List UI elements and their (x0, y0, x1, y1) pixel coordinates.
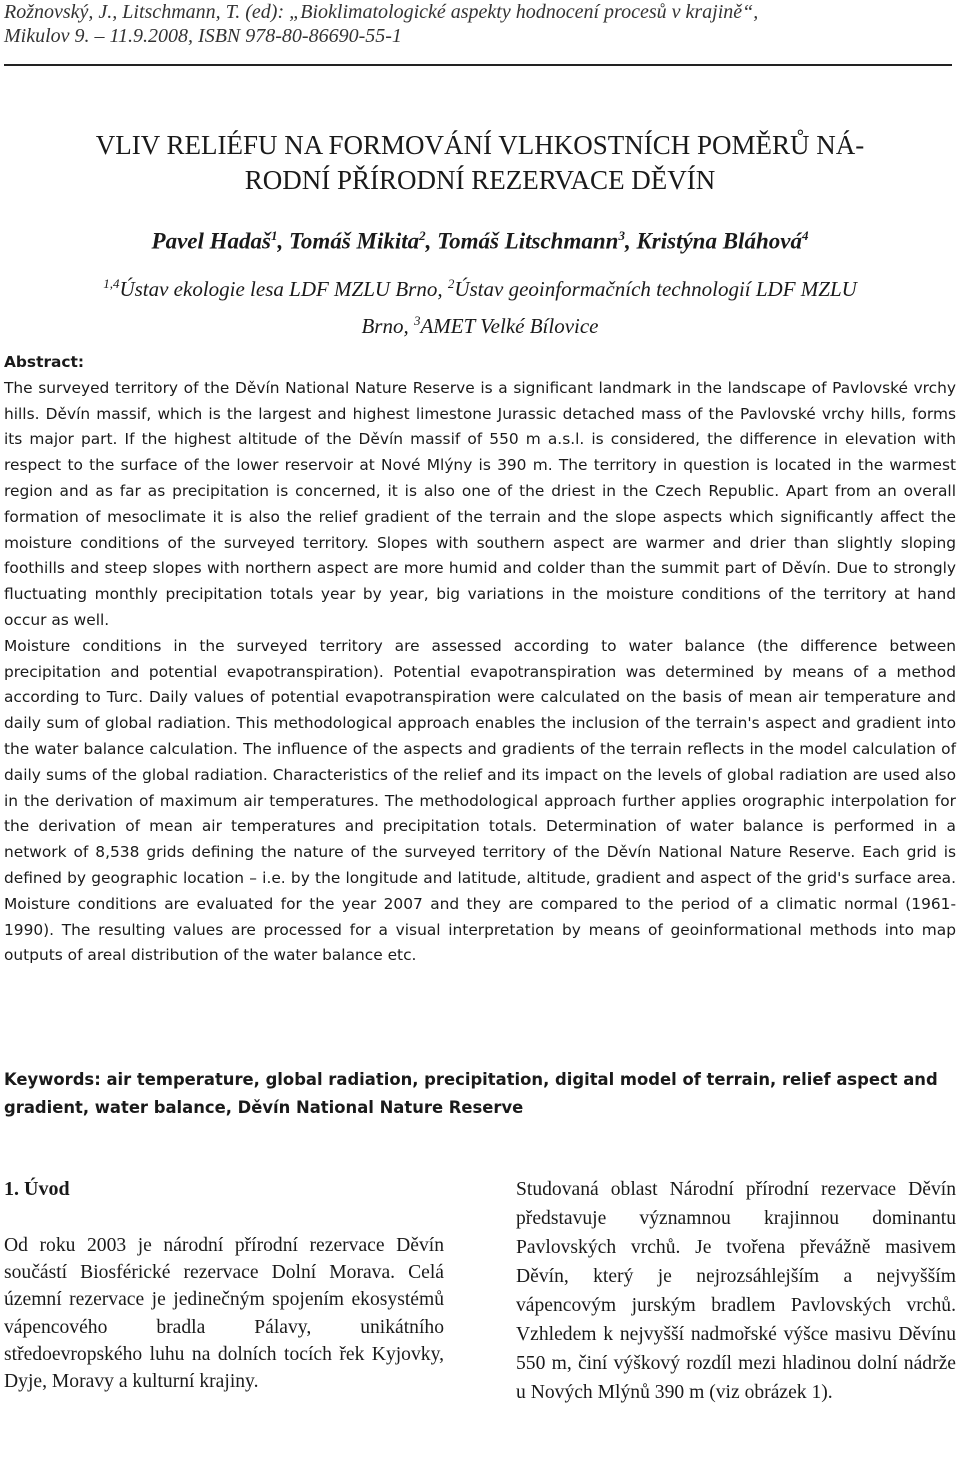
citation-line-1: Rožnovský, J., Litschmann, T. (ed): „Bioklimatologické aspekty hodnocení procesů v krajině“, (4, 1, 759, 23)
author-separator: , (624, 228, 637, 254)
right-paragraph: Studovaná oblast Národní přírodní rezervace Děvín představuje významnou krajinnou dominantu Pavlovských vrchů. Je tvořena převážně masivem Děvín, který je nejrozsáhlejším a nejvyšším vápencovým jurským bradlem Pavlovských vrchů. Vzhledem k nejvyšší nadmořské výšce masivu Děvínu 550 m, činí výškový rozdíl mezi hladinou dolní nádrže u Nových Mlýnů 390 m (viz obrázek 1). (516, 1179, 956, 1403)
affiliation-text: AMET Velké Bílovice (420, 314, 599, 338)
abstract-paragraph-1: The surveyed territory of the Děvín National Nature Reserve is a significant landmark in the landscape of Pavlovské vrchy hills. Děvín massif, which is the largest and highest limestone Jurassic detached mass of the Pavlovské vrchy hills, forms its major part. If the highest altitude of the Děvín massif of 550 m a.s.l. is considered, the difference in elevation with respect to the surface of the lower reservoir at Nové Mlýny is 390 m. The territory in question is located in the warmest region and as far as precipitation is concerned, it is also one of the driest in the Czech Republic. Apart from an overall formation of mesoclimate it is also the relief gradient of the terrain and the slope aspects which significantly affect the moisture conditions of the surveyed territory. Slopes with southern aspect are warmer and drier than slightly sloping foothills and steep slopes with northern aspect are more humid and colder than the summit part of Děvín. Due to strongly fluctuating monthly precipitation totals year by year, big variations in the moisture conditions of the territory at hand occur as well. (4, 378, 956, 629)
author-name: Kristýna Bláhová (636, 228, 802, 254)
author-affiliation-mark: 4 (801, 228, 809, 243)
affiliation-mark: 3 (413, 313, 421, 328)
left-column (4, 1176, 444, 1395)
affiliation-mark: 2 (447, 276, 455, 291)
title-line-1: VLIV RELIÉFU NA FORMOVÁNÍ VLHKOSTNÍCH POMĚRŮ NÁ- (95, 130, 865, 160)
right-column (516, 1175, 956, 1407)
header-rule (4, 64, 952, 66)
author-separator: , (277, 228, 289, 254)
citation-line-2: Mikulov 9. – 11.9.2008, ISBN 978-80-86690-55-1 (4, 25, 402, 47)
citation-header (4, 0, 952, 48)
abstract-paragraph-2: Moisture conditions in the surveyed territory are assessed according to water balance (the difference between precipitation and potential evapotranspiration). Potential evapotranspiration was determined by means of a method according to Turc. Daily values of potential evapotranspiration were calculated on the basis of mean air temperature and daily sum of global radiation. This methodological approach enables the inclusion of the terrain's aspect and gradient into the water balance calculation. The influence of the aspects and gradients of the terrain reflects in the model calculation of daily sums of the global radiation. Characteristics of the relief and its impact on the levels of global radiation are used also in the derivation of maximum air temperatures. The methodological approach further applies orographic interpolation for the derivation of mean air temperatures and precipitation totals. Determination of water balance is performed in a network of 8,538 grids defining the nature of the surveyed territory of the Děvín National Nature Reserve. Each grid is defined by geographic location – i.e. by the longitude and latitude, altitude, gradient and aspect of the grid's surface area. Moisture conditions are evaluated for the year 2007 and they are compared to the period of a climatic normal (1961-1990). The resulting values are processed for a visual interpretation by means of geoinformational methods into map outputs of areal distribution of the water balance etc. (4, 636, 956, 965)
abstract-section (4, 350, 956, 969)
affiliation-text: Ústav geoinformačních technologií LDF MZLU (454, 277, 857, 301)
affiliation-line-1 (20, 268, 940, 305)
affiliations (20, 268, 940, 342)
keywords: Keywords: air temperature, global radiation, precipitation, digital model of terrain, relief aspect and gradient, water balance, Děvín National Nature Reserve (4, 1070, 938, 1117)
title-line-2: RODNÍ PŘÍRODNÍ REZERVACE DĚVÍN (244, 165, 716, 195)
affiliation-mark: 1,4 (103, 276, 120, 291)
affiliation-text: Brno, (361, 314, 414, 338)
author-affiliation-mark: 3 (618, 228, 625, 243)
author-affiliation-mark: 1 (270, 228, 278, 243)
section-title: 1. Úvod (4, 1178, 70, 1200)
abstract-label: Abstract: (4, 353, 85, 371)
author-separator: , (425, 228, 438, 254)
author-affiliation-mark: 2 (419, 228, 426, 243)
affiliation-line-2 (20, 305, 940, 342)
author-name: Tomáš Mikita (288, 228, 420, 254)
affiliation-text: Ústav ekologie lesa LDF MZLU Brno, (119, 277, 448, 301)
author-name: Tomáš Litschmann (437, 228, 619, 254)
author-list (20, 219, 940, 259)
left-paragraph: Od roku 2003 je národní přírodní rezervace Děvín součástí Biosférické rezervace Dolní Morava. Celá územní rezervace je jedinečným spojením ekosystémů vápencového bradla Pálavy, unikátního středoevropského luhu na dolních tocích řek Kyjovky, Dyje, Moravy a kulturní krajiny. (4, 1235, 444, 1393)
author-name: Pavel Hadaš (151, 228, 271, 254)
paper-title (20, 128, 940, 198)
